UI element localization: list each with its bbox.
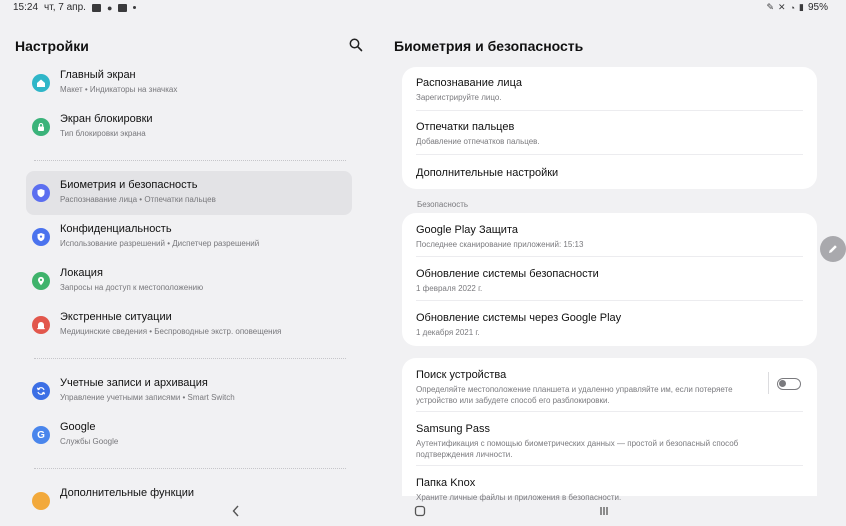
section-divider — [26, 347, 352, 369]
menu-item-subtitle: Службы Google — [60, 437, 119, 446]
menu-item-title: Локация — [60, 267, 103, 279]
menu-item-title: Биометрия и безопасность — [60, 179, 198, 191]
privacy-icon — [32, 228, 50, 246]
row-subtitle: 1 февраля 2022 г. — [416, 284, 483, 293]
page-title: Настройки — [15, 38, 89, 54]
row-title: Отпечатки пальцев — [416, 121, 515, 133]
menu-item-lock-screen[interactable] — [26, 105, 352, 149]
row-title: Дополнительные настройки — [416, 167, 559, 179]
row-title: Папка Knox — [416, 477, 476, 489]
mute-icon: ✕ — [778, 2, 786, 12]
menu-item-biometrics-security[interactable] — [26, 171, 352, 215]
signal-icon: ▮ — [799, 2, 804, 12]
row-subtitle: Зарегистрируйте лицо. — [416, 93, 502, 102]
menu-item-subtitle: Распознавание лица • Отпечатки пальцев — [60, 195, 216, 204]
menu-item-emergency[interactable] — [26, 303, 352, 347]
security-update-row[interactable] — [402, 257, 817, 301]
menu-item-privacy[interactable] — [26, 215, 352, 259]
section-divider — [26, 149, 352, 171]
menu-item-title: Экстренные ситуации — [60, 311, 172, 323]
row-title: Google Play Защита — [416, 224, 518, 236]
location-icon — [32, 272, 50, 290]
gallery-notification-icon — [92, 4, 101, 12]
back-icon — [231, 505, 241, 517]
row-vertical-divider — [768, 372, 769, 394]
section-divider — [26, 457, 352, 479]
row-subtitle: Храните личные файлы и приложения в безопасности. — [416, 493, 622, 502]
menu-item-subtitle: Использование разрешений • Диспетчер разрешений — [60, 239, 260, 248]
emergency-icon — [32, 316, 50, 334]
row-title: Поиск устройства — [416, 369, 507, 381]
menu-item-location[interactable] — [26, 259, 352, 303]
fingerprints-row[interactable] — [402, 111, 817, 155]
menu-item-subtitle: Запросы на доступ к местоположению — [60, 283, 204, 292]
battery-level: 95% — [807, 2, 828, 13]
menu-item-home-screen[interactable] — [26, 61, 352, 105]
find-my-device-toggle[interactable] — [777, 378, 801, 390]
toggle-knob — [779, 380, 786, 387]
samsung-pass-row[interactable] — [402, 412, 817, 466]
shield-icon — [32, 184, 50, 202]
menu-item-accounts-backup[interactable] — [26, 369, 352, 413]
security-card — [402, 213, 817, 346]
biometrics-card — [402, 67, 817, 189]
lock-icon — [32, 118, 50, 136]
message-notification-icon: ● — [106, 2, 113, 13]
row-subtitle: Определяйте местоположение планшета и удаленно управляйте им, если потеряете устройство или забудете способ его разблокировки. — [416, 385, 733, 405]
row-subtitle: Последнее сканирование приложений: 15:13 — [416, 240, 584, 249]
more-notifications-icon — [133, 6, 136, 9]
row-subtitle: 1 декабря 2021 г. — [416, 328, 480, 337]
home-button[interactable] — [413, 504, 427, 518]
pen-icon: ✎ — [766, 2, 775, 12]
detail-title: Биометрия и безопасность — [394, 38, 584, 54]
knox-folder-row[interactable] — [402, 466, 817, 502]
google-icon: G — [32, 426, 50, 444]
section-label-security: Безопасность — [417, 200, 469, 209]
google-play-protect-row[interactable] — [402, 213, 817, 257]
recent-apps-button[interactable] — [597, 504, 611, 518]
menu-item-google[interactable] — [26, 413, 352, 457]
settings-list-pane — [0, 16, 378, 499]
clock: 15:24 — [13, 2, 39, 13]
menu-item-subtitle: Макет • Индикаторы на значках — [60, 85, 178, 94]
find-my-device-row[interactable] — [402, 358, 817, 412]
settings-menu — [26, 61, 352, 523]
additional-settings-row[interactable] — [402, 155, 817, 189]
status-bar — [0, 0, 841, 16]
wifi-icon: ◔ — [789, 2, 796, 13]
row-subtitle: Добавление отпечатков пальцев. — [416, 137, 540, 146]
calendar-notification-icon — [118, 4, 127, 12]
menu-item-title: Учетные записи и архивация — [60, 377, 208, 389]
menu-item-subtitle: Управление учетными записями • Smart Switch — [60, 393, 235, 402]
menu-item-subtitle: Тип блокировки экрана — [60, 129, 146, 138]
search-icon — [349, 38, 363, 52]
home-icon — [32, 74, 50, 92]
recent-apps-icon — [598, 505, 610, 517]
navigation-bar — [0, 496, 841, 526]
search-button[interactable] — [349, 38, 365, 54]
row-title: Обновление системы безопасности — [416, 268, 599, 280]
google-play-system-update-row[interactable] — [402, 301, 817, 346]
date: чт, 7 апр. — [44, 2, 86, 13]
menu-item-title: Главный экран — [60, 69, 136, 81]
menu-item-subtitle: Медицинские сведения • Беспроводные экстр. оповещения — [60, 327, 282, 336]
face-recognition-row[interactable] — [402, 67, 817, 111]
row-title: Обновление системы через Google Play — [416, 312, 622, 324]
pencil-icon — [827, 243, 839, 255]
row-title: Samsung Pass — [416, 423, 490, 435]
menu-item-title: Дополнительные функции — [60, 487, 195, 499]
menu-item-title: Конфиденциальность — [60, 223, 172, 235]
sync-icon — [32, 382, 50, 400]
menu-item-title: Экран блокировки — [60, 113, 153, 125]
device-services-card — [402, 358, 817, 502]
row-subtitle: Аутентификация с помощью биометрических данных — простой и безопасный способ подтверждения личности. — [416, 439, 739, 459]
menu-item-title: Google — [60, 421, 96, 433]
back-button[interactable] — [229, 504, 243, 518]
edit-button[interactable] — [820, 236, 846, 262]
home-nav-icon — [414, 505, 426, 517]
row-title: Распознавание лица — [416, 77, 522, 89]
